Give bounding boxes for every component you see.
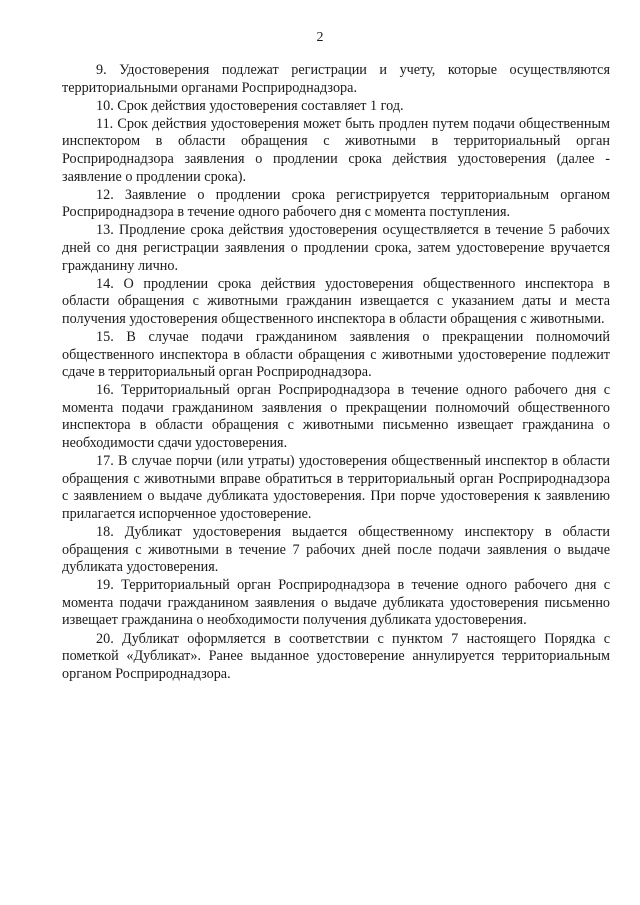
- paragraph-11: 11. Срок действия удостоверения может быть продлен путем подачи общественным инспектором в области обращения с животными в территориальный орган Росприроднадзора заявления о продлении срока действия удостоверения (далее - заявление о продлении срока).: [62, 115, 610, 185]
- paragraph-20: 20. Дубликат оформляется в соответствии с пунктом 7 настоящего Порядка с пометкой «Дубликат». Ранее выданное удостоверение аннулируется территориальным органом Росприроднадзора.: [62, 630, 610, 682]
- paragraph-10: 10. Срок действия удостоверения составляет 1 год.: [96, 97, 404, 114]
- paragraph-14: 14. О продлении срока действия удостоверения общественного инспектора в области обращения с животными гражданин извещается с указанием даты и места получения удостоверения общественного инспектора в области обращения с животными.: [62, 275, 610, 327]
- paragraph-9: 9. Удостоверения подлежат регистрации и учету, которые осуществляются территориальными органами Росприроднадзора.: [62, 62, 610, 96]
- paragraph-15: 15. В случае подачи гражданином заявления о прекращении полномочий общественного инспектора в области обращения с животными удостоверение подлежит сдаче в территориальный орган Росприроднадзора.: [62, 328, 610, 381]
- paragraph-16: 16. Территориальный орган Росприроднадзора в течение одного рабочего дня с момента подачи гражданином заявления о прекращении полномочий общественного инспектора в области обращения с животными письменно извещает гражданина о необходимости сдачи удостоверения.: [62, 382, 610, 451]
- paragraph-13: 13. Продление срока действия удостоверения осуществляется в течение 5 рабочих дней со дня регистрации заявления о продлении срока, затем удостоверение вручается гражданину лично.: [62, 222, 610, 274]
- paragraph-19: 19. Территориальный орган Росприроднадзора в течение одного рабочего дня с момента подачи гражданином заявления о выдаче дубликата удостоверения письменно извещает гражданина о необходимости получения дубликата удостоверения.: [62, 577, 610, 629]
- paragraph-12: 12. Заявление о продлении срока регистрируется территориальным органом Росприроднадзора в течение одного рабочего дня с момента поступления.: [62, 186, 610, 221]
- page-number: 2: [316, 30, 324, 45]
- paragraph-18: 18. Дубликат удостоверения выдается общественному инспектору в области обращения с животными в течение 7 рабочих дней после подачи заявления о выдаче дубликата удостоверения.: [62, 523, 610, 576]
- document-body: [62, 62, 610, 684]
- paragraph-17: 17. В случае порчи (или утраты) удостоверения общественный инспектор в области обращения с животными вправе обратиться в территориальный орган Росприроднадзора с заявлением о выдаче дубликата удостоверения. При порче удостоверения к заявлению прилагается испорченное удостоверение.: [62, 453, 610, 522]
